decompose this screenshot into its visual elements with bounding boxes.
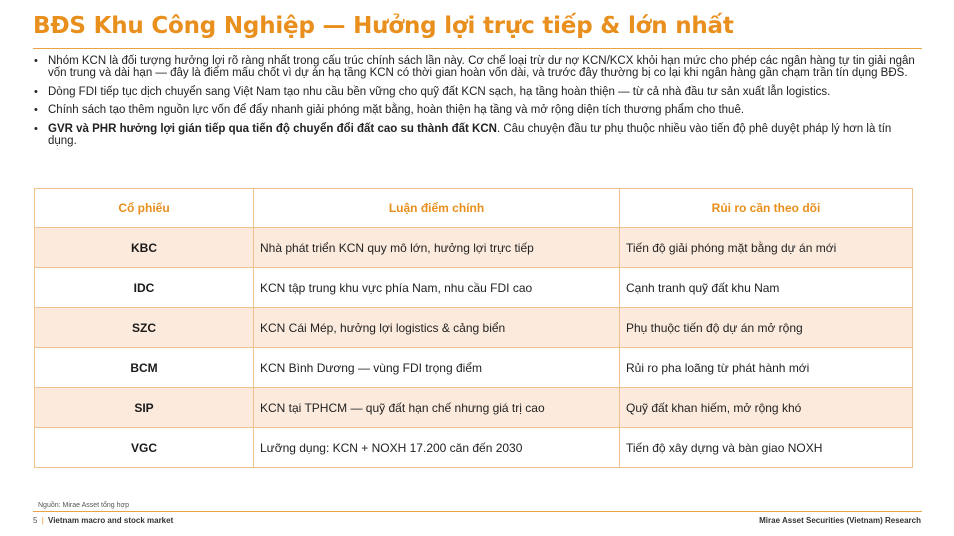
footer-divider [33,511,922,512]
thesis-cell: KCN Bình Dương — vùng FDI trọng điểm [254,348,620,388]
risk-cell: Cạnh tranh quỹ đất khu Nam [620,268,913,308]
footer-left [33,516,173,525]
stock-code: BCM [35,348,254,388]
stock-code: IDC [35,268,254,308]
bullet-list [33,55,921,153]
thesis-cell: KCN tại TPHCM — quỹ đất hạn chế nhưng giá trị cao [254,388,620,428]
footer-report-title: Vietnam macro and stock market [48,516,174,525]
bullet-item [33,123,921,148]
title-divider [33,48,922,49]
bullet-bold-text: GVR và PHR hưởng lợi gián tiếp qua tiến độ chuyển đổi đất cao su thành đất KCN [48,122,497,135]
table-row [35,428,913,468]
thesis-cell: KCN Cái Mép, hưởng lợi logistics & cảng biển [254,308,620,348]
thesis-cell: Nhà phát triển KCN quy mô lớn, hưởng lợi trực tiếp [254,228,620,268]
page-number: 5 [33,516,38,525]
table-row [35,308,913,348]
footer-separator: | [41,516,44,525]
header-thesis: Luận điểm chính [254,189,620,228]
source-note: Nguồn: Mirae Asset tổng hợp [38,502,129,509]
bullet-text: Nhóm KCN là đối tượng hưởng lợi rõ ràng nhất trong cấu trúc chính sách lần này. Cơ chế loại trừ dư nợ KCN/KCX khỏi hạn mức cho phép các ngân hàng tự tin giải ngân vốn trung và dài hạn — đây là điểm mấu chốt vì dự án hạ tầng KCN có thời gian hoàn vốn dài, và trước đây thường bị co lại khi ngân hàng gần chạm trần tín dụng BĐS. [48,55,915,80]
bullet-text: . Câu chuyện đầu tư phụ thuộc nhiều vào tiến độ phê duyệt pháp lý hơn là tín dụng. [48,122,892,148]
bullet-text: Chính sách tạo thêm nguồn lực vốn để đẩy nhanh giải phóng mặt bằng, hoàn thiện hạ tầng và mở rộng diện tích thương phẩm cho thuê. [48,104,745,117]
risk-cell: Phụ thuộc tiến độ dự án mở rộng [620,308,913,348]
bullet-dot-icon: • [34,122,38,135]
stock-code: SIP [35,388,254,428]
bullet-item [33,104,921,116]
header-risk: Rủi ro cần theo dõi [620,189,913,228]
table-row [35,268,913,308]
bullet-text: Dòng FDI tiếp tục dịch chuyển sang Việt Nam tạo nhu cầu bền vững cho quỹ đất KCN sạch, hạ tầng hoàn thiện — từ cả nhà đầu tư sản xuất lẫn logistics. [48,85,831,98]
stock-code: SZC [35,308,254,348]
stock-table [34,188,913,468]
risk-cell: Tiến độ giải phóng mặt bằng dự án mới [620,228,913,268]
bullet-dot-icon: • [34,55,38,67]
page-title: BĐS Khu Công Nghiệp — Hưởng lợi trực tiếp & lớn nhất [33,13,734,39]
table-row [35,228,913,268]
risk-cell: Tiến độ xây dựng và bàn giao NOXH [620,428,913,468]
bullet-dot-icon: • [34,104,38,117]
stock-code: KBC [35,228,254,268]
footer-publisher: Mirae Asset Securities (Vietnam) Research [759,516,921,525]
risk-cell: Quỹ đất khan hiếm, mở rộng khó [620,388,913,428]
bullet-item [33,55,921,80]
thesis-cell: KCN tập trung khu vực phía Nam, nhu cầu FDI cao [254,268,620,308]
table-row [35,388,913,428]
bullet-dot-icon: • [34,85,38,98]
table-header-row [35,189,913,228]
risk-cell: Rủi ro pha loãng từ phát hành mới [620,348,913,388]
table-row [35,348,913,388]
thesis-cell: Lưỡng dụng: KCN + NOXH 17.200 căn đến 2030 [254,428,620,468]
stock-code: VGC [35,428,254,468]
bullet-item [33,86,921,98]
header-stock: Cổ phiếu [35,189,254,228]
